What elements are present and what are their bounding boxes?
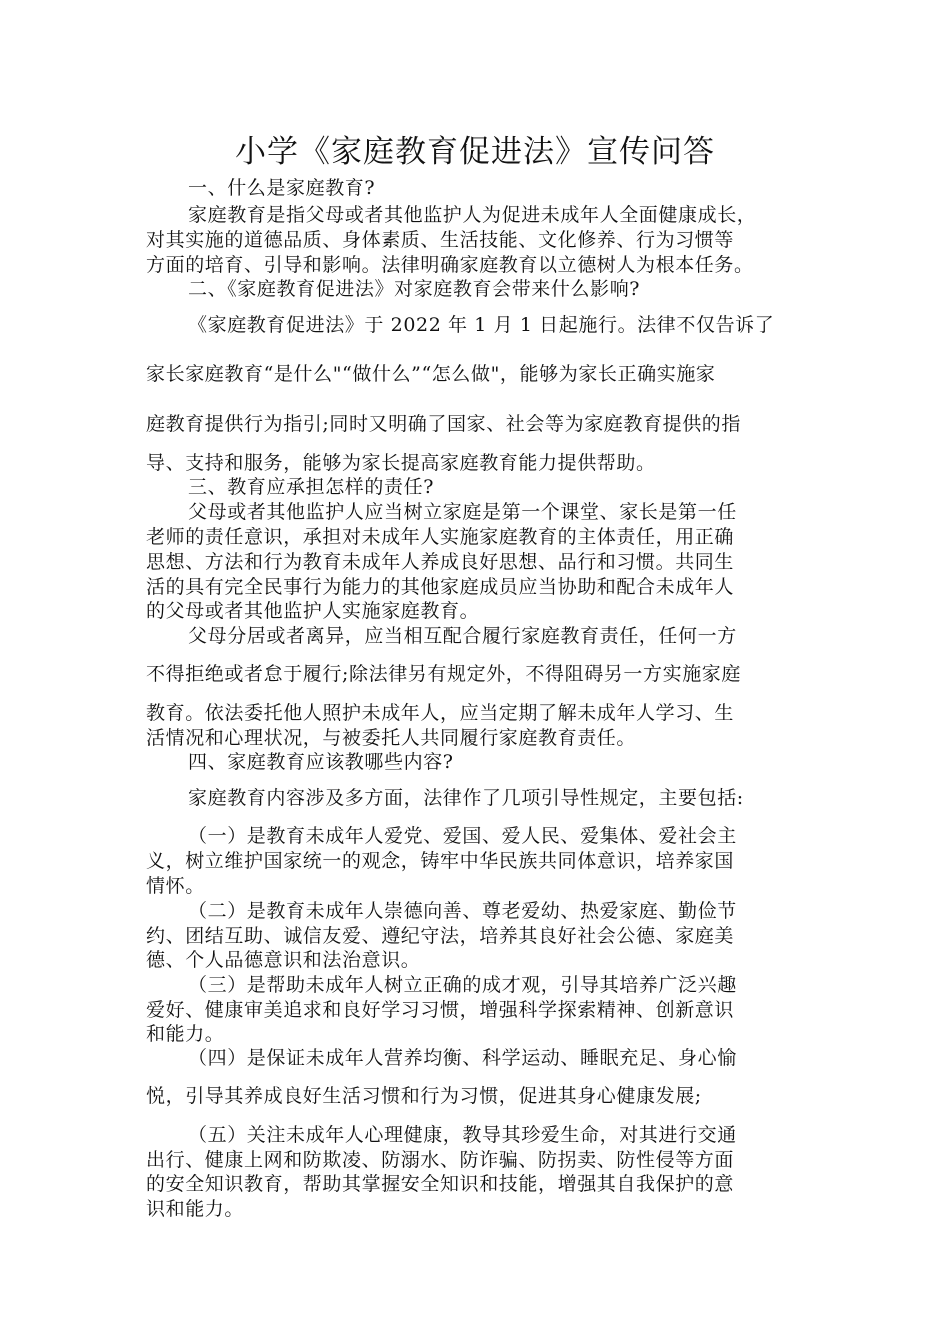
paragraph-line: 不得拒绝或者怠于履行;除法律另有规定外，不得阻碍另一方实施家庭 (146, 663, 742, 685)
paragraph-line: （一）是教育未成年人爱党、爱国、爱人民、爱集体、爱社会主 (188, 825, 737, 847)
paragraph-line: 父母分居或者离异，应当相互配合履行家庭教育责任，任何一方 (188, 625, 737, 647)
paragraph-line: 对其实施的道德品质、身体素质、生活技能、文化修养、行为习惯等 (146, 229, 735, 251)
paragraph-line: （四）是保证未成年人营养均衡、科学运动、睡眠充足、身心愉 (188, 1047, 737, 1069)
paragraph-line: 的安全知识教育，帮助其掌握安全知识和技能，增强其自我保护的意 (146, 1173, 735, 1195)
paragraph-line: 德、个人品德意识和法治意识。 (146, 949, 421, 971)
paragraph-line: 爱好、健康审美追求和良好学习习惯，增强科学探索精神、创新意识 (146, 999, 735, 1021)
paragraph-line: 出行、健康上网和防欺凌、防溺水、防诈骗、防拐卖、防性侵等方面 (146, 1149, 735, 1171)
paragraph-line: 老师的责任意识，承担对未成年人实施家庭教育的主体责任，用正确 (146, 526, 735, 548)
paragraph-line: 庭教育提供行为指引;同时又明确了国家、社会等为家庭教育提供的指 (146, 413, 742, 435)
paragraph-line: 情怀。 (146, 875, 205, 897)
paragraph-line: 《家庭教育促进法》于 2022 年 1 月 1 日起施行。法律不仅告诉了 (188, 314, 775, 336)
paragraph-line: 义，树立维护国家统一的观念，铸牢中华民族共同体意识，培养家国 (146, 850, 735, 872)
paragraph-line: 活情况和心理状况，与被委托人共同履行家庭教育责任。 (146, 727, 637, 749)
section-heading-4: 四、家庭教育应该教哪些内容? (188, 751, 454, 773)
section-heading-2: 二、《家庭教育促进法》对家庭教育会带来什么影响? (188, 278, 641, 300)
document-title: 小学《家庭教育促进法》宣传问答 (235, 134, 715, 170)
paragraph-line: 的父母或者其他监护人实施家庭教育。 (146, 600, 480, 622)
section-heading-1: 一、什么是家庭教育? (188, 177, 376, 199)
paragraph-line: 和能力。 (146, 1023, 225, 1045)
paragraph-line: 家庭教育是指父母或者其他监护人为促进未成年人全面健康成长， (188, 204, 757, 226)
paragraph-line: （三）是帮助未成年人树立正确的成才观，引导其培养广泛兴趣 (188, 974, 737, 996)
paragraph-line: 悦，引导其养成良好生活习惯和行为习惯，促进其身心健康发展; (146, 1085, 702, 1107)
paragraph-line: 方面的培育、引导和影响。法律明确家庭教育以立德树人为根本任务。 (146, 254, 754, 276)
paragraph-line: 思想、方法和行为教育未成年人养成良好思想、品行和习惯。共同生 (146, 551, 735, 573)
paragraph-line: 约、团结互助、诚信友爱、遵纪守法，培养其良好社会公德、家庭美 (146, 925, 735, 947)
paragraph-line: 家长家庭教育“是什么"“做什么”“怎么做"，能够为家长正确实施家 (146, 363, 716, 385)
paragraph-line: 父母或者其他监护人应当树立家庭是第一个课堂、家长是第一任 (188, 501, 737, 523)
paragraph-line: 活的具有完全民事行为能力的其他家庭成员应当协助和配合未成年人 (146, 576, 735, 598)
section-heading-3: 三、教育应承担怎样的责任? (188, 476, 434, 498)
paragraph-line: （五）关注未成年人心理健康，教导其珍爱生命，对其进行交通 (188, 1124, 737, 1146)
paragraph-line: 导、支持和服务，能够为家长提高家庭教育能力提供帮助。 (146, 452, 656, 474)
paragraph-line: 识和能力。 (146, 1198, 245, 1220)
paragraph-line: 教育。依法委托他人照护未成年人，应当定期了解未成年人学习、生 (146, 702, 735, 724)
paragraph-line: 家庭教育内容涉及多方面，法律作了几项引导性规定，主要包括: (188, 787, 744, 809)
paragraph-line: （二）是教育未成年人崇德向善、尊老爱幼、热爱家庭、勤俭节 (188, 900, 737, 922)
